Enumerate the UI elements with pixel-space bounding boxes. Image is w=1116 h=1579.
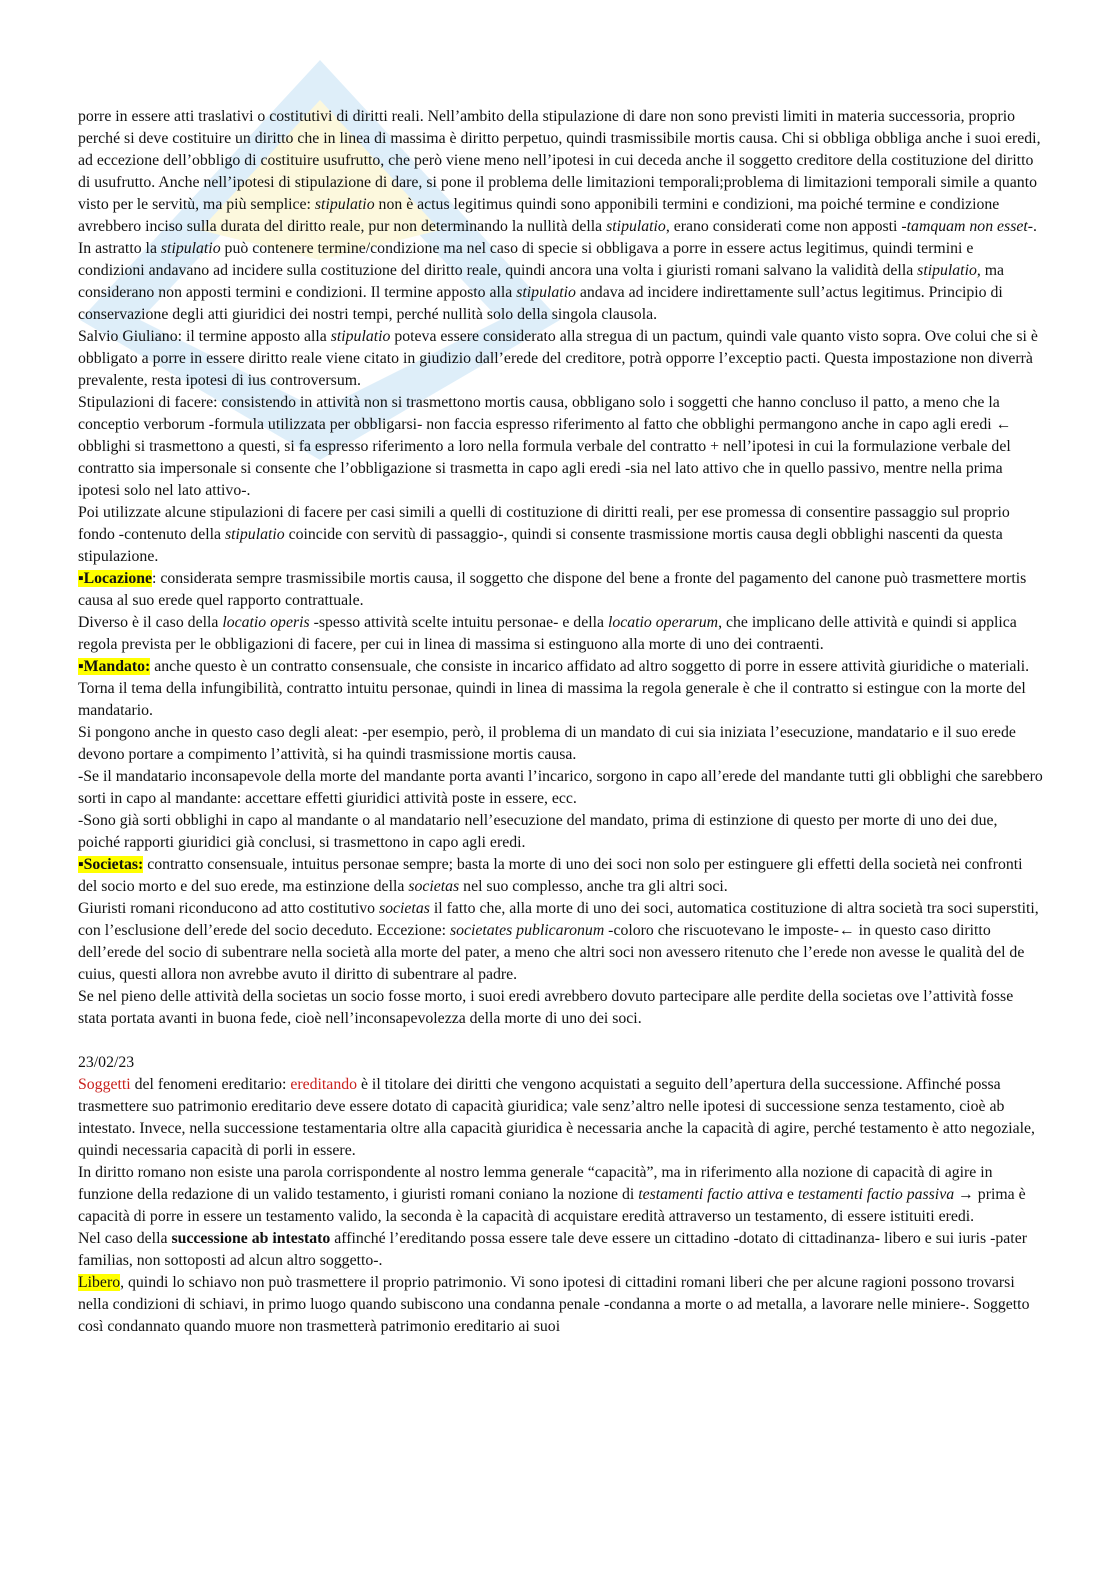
paragraph	[78, 810, 1043, 854]
text-run: , erano considerati come non apposti -	[665, 218, 907, 235]
text-run: Se nel pieno delle attività della societas un socio fosse morto, i suoi eredi avrebbero dovuto partecipare alle perdite della societas ove l’attività fosse stata portata avanti in buona fede, cioè nell’inconsapevolezza della morte di uno dei soci.	[78, 988, 1014, 1027]
paragraph	[78, 568, 1043, 612]
styled-text-i: testamenti factio attiva	[638, 1186, 783, 1203]
paragraph	[78, 612, 1043, 656]
paragraph	[78, 1162, 1043, 1228]
styled-text-i: stipulatio	[606, 218, 666, 235]
styled-text-i: societas	[378, 900, 430, 917]
text-run: contratto consensuale, intuitus personae sempre; basta la morte di uno dei soci non solo per estinguere gli effetti della società nei confronti del socio morto e del suo erede, ma estinzione della	[78, 856, 1023, 895]
text-run: -spesso attività scelte intuitu personae- e della	[309, 614, 608, 631]
text-run: Nel caso della	[78, 1230, 172, 1247]
paragraph	[78, 1074, 1043, 1162]
text-run: , che implicano delle attività e quindi si applica regola prevista per le obbligazioni di facere, per cui in linea di massima si estinguono alla morte di uno dei contraenti.	[78, 614, 1017, 653]
paragraph	[78, 106, 1043, 326]
styled-text-i: tamquam non esset	[906, 218, 1028, 235]
text-run: Stipulazioni di facere: consistendo in attività non si trasmettono mortis causa, obbligano solo i soggetti che hanno concluso il patto, a meno che la conceptio verborum -formula utilizzata per obbligarsi- non faccia espresso riferimento al fatto che obblighi permangono anche in capo agli eredi ← obblighi si trasmettono a questi, si fa espresso riferimento a loro nella formula verbale del contratto + nell’ipotesi in cui la formulazione verbale del contratto sia impersonale si consente che l’obbligazione si trasmetta in capo agli eredi -sia nel lato attivo che in quello passivo, mentre nella prima ipotesi solo nel lato attivo-.	[78, 394, 1012, 499]
text-run: , ma considerano non apposti termini e condizioni. Il termine apposto alla	[78, 262, 1005, 301]
text-run: del fenomeni ereditario:	[130, 1076, 291, 1093]
styled-text-i: societas	[408, 878, 460, 895]
text-run: Diverso è il caso della	[78, 614, 223, 631]
paragraph	[78, 1272, 1043, 1338]
styled-text-i: societates publicaronum	[449, 922, 605, 939]
text-run: → prima è capacità di porre in essere un testamento valido, la seconda è la capacità di acquistare eredità attraverso un testamento, di essere istituiti eredi.	[78, 1186, 1026, 1225]
text-run: Giuristi romani riconducono ad atto costitutivo	[78, 900, 379, 917]
styled-text-hl: ▪Societas:	[78, 856, 144, 873]
text-run: è il titolare dei diritti che vengono acquistati a seguito dell’apertura della successione. Affinché possa trasmettere suo patrimonio ereditario deve essere dotato di capacità giuridica; vale senz’altro nelle ipotesi di successione senza testamento, cioè ab intestato. Invece, nella successione testamentaria oltre alla capacità giuridica è necessaria anche la capacità di agire, perché testamento è atto negoziale, quindi necessaria capacità di porli in essere.	[78, 1076, 1035, 1159]
document-page	[78, 106, 1043, 1338]
text-run: -Sono già sorti obblighi in capo al mandante o al mandatario nell’esecuzione del mandato, prima di estinzione di questo per morte di uno dei due, poiché rapporti giuridici già conclusi, si trasmettono in capo agli eredi.	[78, 812, 998, 851]
text-run: nel suo complesso, anche tra gli altri soci.	[459, 878, 728, 895]
paragraph	[78, 722, 1043, 766]
styled-text-b: successione ab intestato	[171, 1230, 331, 1247]
paragraph	[78, 854, 1043, 898]
paragraph	[78, 502, 1043, 568]
styled-text-hlp: Libero	[78, 1274, 121, 1291]
styled-text-i: testamenti factio passiva	[797, 1186, 955, 1203]
paragraph	[78, 656, 1043, 722]
text-run: Poi utilizzate alcune stipulazioni di facere per casi simili a quelli di costituzione di diritti reali, per ese promessa di consentire passaggio sul proprio fondo -contenuto della	[78, 504, 1010, 543]
date-heading: 23/02/23	[78, 1054, 135, 1071]
text-block-2	[78, 1074, 1043, 1338]
styled-text-i: stipulatio	[516, 284, 576, 301]
paragraph	[78, 392, 1043, 502]
paragraph	[78, 1228, 1043, 1272]
text-run: affinché l’ereditando possa essere tale deve essere un cittadino -dotato di cittadinanza- libero e sui iuris -pater familias, non sottoposti ad alcun altro soggetto-.	[78, 1230, 1027, 1269]
paragraph	[78, 986, 1043, 1030]
text-run: Si pongono anche in questo caso degli aleat: -per esempio, però, il problema di un mandato di cui sia iniziata l’esecuzione, mandatario e il suo erede devono portare a compimento l’attività, si ha quindi trasmissione mortis causa.	[78, 724, 1016, 763]
paragraph	[78, 326, 1043, 392]
styled-text-i: locatio operarum	[607, 614, 719, 631]
paragraph-gap	[78, 1030, 1043, 1052]
styled-text-i: stipulatio	[314, 196, 375, 213]
text-run: -. In astratto la	[78, 218, 1037, 257]
text-run: andava ad incidere indirettamente sull’actus legitimus. Principio di conservazione degli atti giuridici dei nostri tempi, perché nullità solo della singola clausola.	[78, 284, 1003, 323]
text-run: poteva essere considerato alla stregua di un pactum, quindi vale quanto visto sopra. Ove colui che si è obbligato a porre in essere diritto reale viene citato in giudizio dall’erede del creditore, potrà opporre l’exceptio pacti. Questa impostazione non diverrà prevalente, resta ipotesi di ius controversum.	[78, 328, 1038, 389]
text-run: coincide con servitù di passaggio-, quindi si consente trasmissione mortis causa degli obblighi nascenti da questa stipulazione.	[78, 526, 1003, 565]
styled-text-i: stipulatio	[224, 526, 285, 543]
text-run: non è actus legitimus quindi sono apponibili termini e condizioni, ma poiché termine e condizione avrebbero inciso sulla durata del diritto reale, pur non determinando la nullità della	[78, 196, 1000, 235]
text-run: -Se il mandatario inconsapevole della morte del mandante porta avanti l’incarico, sorgono in capo all’erede del mandante tutti gli obblighi che sarebbero sorti in capo al mandante: accettare effetti giuridici attività poste in essere, ecc.	[78, 768, 1043, 807]
styled-text-hl: ▪Locazione	[78, 570, 153, 587]
text-run: e	[782, 1186, 798, 1203]
text-run: Salvio Giuliano: il termine apposto alla	[78, 328, 331, 345]
text-run: porre in essere atti traslativi o costitutivi di diritti reali. Nell’ambito della stipulazione di dare non sono previsti limiti in materia successoria, proprio perché si deve costituire un diritto che in linea di massima è diritto perpetuo, quindi trasmissibile mortis causa. Chi si obbliga obbliga anche i suoi eredi, ad eccezione dell’obbligo di costituire usufrutto, che però viene meno nell’ipotesi in cui deceda anche il soggetto creditore della costituzione del diritto di usufrutto. Anche nell’ipotesi di stipulazione di dare, si pone il problema delle limitazioni temporali;problema di limitazioni temporali simile a quanto visto per le servitù, ma più semplice:	[78, 108, 1041, 213]
text-run: -coloro che riscuotevano le imposte-← in questo caso diritto dell’erede del socio di subentrare nella società alla morte del pater, a meno che altri soci non avessero ritenuto che l’erede non avesse le qualità del de cuius, questi allora non avrebbe avuto il diritto di subentrare al padre.	[78, 922, 1025, 983]
text-run: : considerata sempre trasmissibile mortis causa, il soggetto che dispone del bene a fronte del pagamento del canone può trasmettere mortis causa al suo erede quel rapporto contrattuale.	[78, 570, 1027, 609]
paragraph	[78, 898, 1043, 986]
text-run: , quindi lo schiavo non può trasmettere il proprio patrimonio. Vi sono ipotesi di cittadini romani liberi che per alcune ragioni possono trovarsi nella condizioni di schiavi, in primo luogo quando subiscono una condanna penale -condanna a morte o ad metalla, a lavorare nelle miniere-. Soggetto così condannato quando muore non trasmetterà patrimonio ereditario ai suoi	[78, 1274, 1030, 1335]
styled-text-i: locatio operis	[222, 614, 310, 631]
styled-text-red: ereditando	[290, 1076, 358, 1093]
text-run: il fatto che, alla morte di uno dei soci, automatica costituzione di altra società tra soci superstiti, con l’esclusione dell’erede del socio deceduto. Eccezione:	[78, 900, 1039, 939]
text-run: anche questo è un contratto consensuale, che consiste in incarico affidato ad altro soggetto di porre in essere attività giuridiche o materiali. Torna il tema della infungibilità, contratto intuitu personae, quindi in linea di massima la regola generale è che il contratto si estingue con la morte del mandatario.	[78, 658, 1030, 719]
styled-text-i: stipulatio	[160, 240, 221, 257]
paragraph	[78, 766, 1043, 810]
text-run: può contenere termine/condizione ma nel caso di specie si obbligava a porre in essere actus legitimus, quindi termini e condizioni andavano ad incidere sulla costituzione del diritto reale, quindi ancora una volta i giuristi romani salvano la validità della	[78, 240, 974, 279]
styled-text-i: stipulatio	[917, 262, 977, 279]
text-run: In diritto romano non esiste una parola corrispondente al nostro lemma generale “capacità”, ma in riferimento alla nozione di capacità di agire in funzione della redazione di un valido testamento, i giuristi romani coniano la nozione di	[78, 1164, 993, 1203]
styled-text-red: Soggetti	[78, 1076, 131, 1093]
styled-text-hl: ▪Mandato:	[78, 658, 151, 675]
styled-text-i: stipulatio	[330, 328, 391, 345]
text-block-1	[78, 106, 1043, 1030]
